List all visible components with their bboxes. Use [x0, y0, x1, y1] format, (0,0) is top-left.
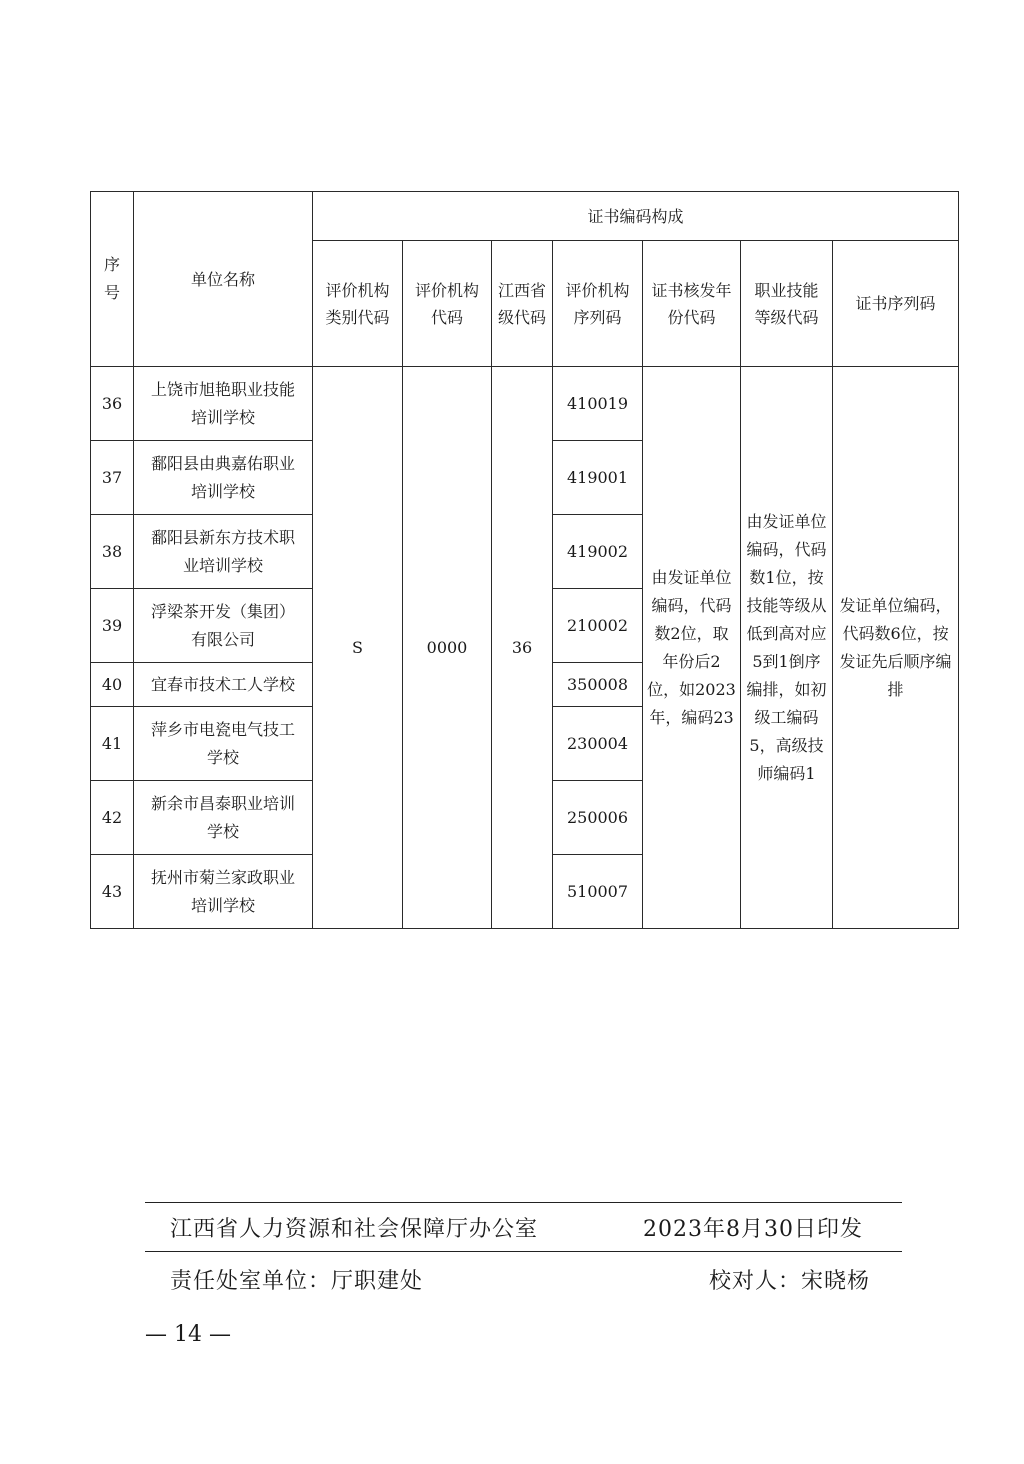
row-org-serial: 510007 [553, 855, 643, 929]
row-seq: 37 [91, 441, 134, 515]
page-number: — 14 — [145, 1322, 231, 1347]
header-org-code: 评价机构代码 [403, 241, 492, 367]
row-unit-name: 浮梁茶开发（集团）有限公司 [134, 589, 313, 663]
merged-category-code: S [313, 367, 403, 929]
row-seq: 40 [91, 663, 134, 707]
responsible-department: 责任处室单位：厅职建处 [170, 1269, 424, 1294]
row-org-serial: 350008 [553, 663, 643, 707]
row-org-serial: 419001 [553, 441, 643, 515]
certificate-code-table [90, 191, 959, 929]
row-org-serial: 230004 [553, 707, 643, 781]
footer-middle-rule [145, 1251, 902, 1252]
row-org-serial: 410019 [553, 367, 643, 441]
header-level-code: 职业技能等级代码 [741, 241, 833, 367]
row-unit-name: 鄱阳县由典嘉佑职业培训学校 [134, 441, 313, 515]
merged-year-code-desc: 由发证单位编码，代码数2位，取年份后2位，如2023年，编码23 [643, 367, 741, 929]
proofreader: 校对人：宋晓杨 [709, 1269, 871, 1294]
row-unit-name: 新余市昌泰职业培训学校 [134, 781, 313, 855]
row-seq: 43 [91, 855, 134, 929]
header-unit-name: 单位名称 [134, 192, 313, 367]
row-seq: 39 [91, 589, 134, 663]
header-province-code: 江西省级代码 [492, 241, 553, 367]
issue-date: 2023年8月30日印发 [643, 1217, 863, 1242]
header-org-serial: 评价机构序列码 [553, 241, 643, 367]
header-year-code: 证书核发年份代码 [643, 241, 741, 367]
row-seq: 38 [91, 515, 134, 589]
row-seq: 41 [91, 707, 134, 781]
header-code-composition: 证书编码构成 [313, 192, 959, 241]
merged-level-code-desc: 由发证单位编码，代码数1位，按技能等级从低到高对应5到1倒序编排，如初级工编码5，高级技师编码1 [741, 367, 833, 929]
merged-cert-serial-desc: 发证单位编码，代码数6位，按发证先后顺序编排 [833, 367, 959, 929]
row-org-serial: 419002 [553, 515, 643, 589]
header-seq: 序号 [91, 192, 134, 367]
header-cert-serial: 证书序列码 [833, 241, 959, 367]
row-unit-name: 宜春市技术工人学校 [134, 663, 313, 707]
merged-province-code: 36 [492, 367, 553, 929]
row-seq: 36 [91, 367, 134, 441]
row-unit-name: 上饶市旭艳职业技能培训学校 [134, 367, 313, 441]
row-seq: 42 [91, 781, 134, 855]
row-unit-name: 鄱阳县新东方技术职业培训学校 [134, 515, 313, 589]
table-row [91, 367, 959, 441]
issuer-office: 江西省人力资源和社会保障厅办公室 [170, 1217, 539, 1242]
header-category-code: 评价机构类别代码 [313, 241, 403, 367]
row-org-serial: 250006 [553, 781, 643, 855]
merged-org-code: 0000 [403, 367, 492, 929]
row-org-serial: 210002 [553, 589, 643, 663]
row-unit-name: 萍乡市电瓷电气技工学校 [134, 707, 313, 781]
footer-top-rule [145, 1202, 902, 1203]
row-unit-name: 抚州市菊兰家政职业培训学校 [134, 855, 313, 929]
